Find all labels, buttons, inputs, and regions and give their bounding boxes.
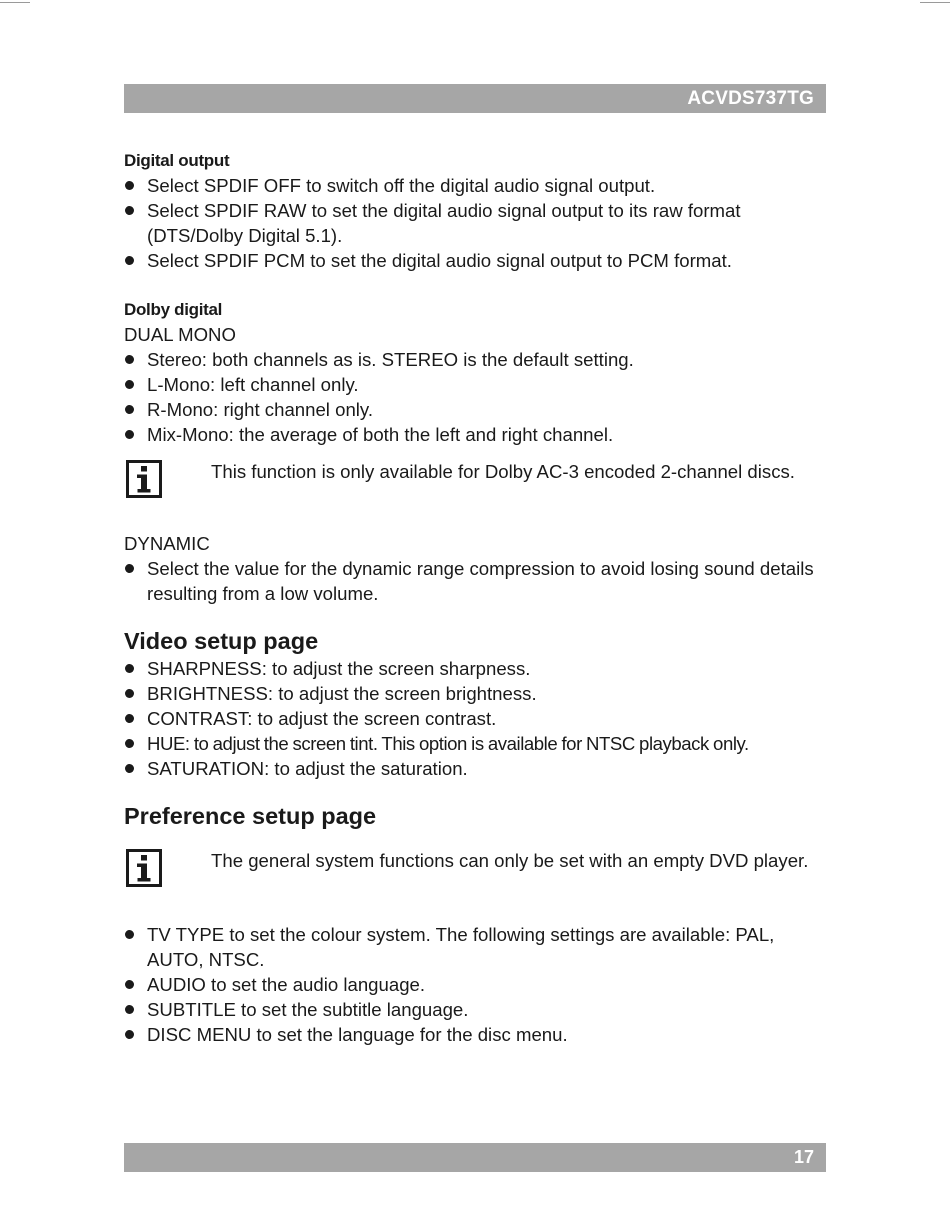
list-item: SUBTITLE to set the subtitle language. (124, 997, 826, 1022)
info-icon (126, 460, 162, 498)
page-footer-bar (124, 1143, 826, 1172)
page-number: 17 (793, 1147, 814, 1167)
note-text: The general system functions can only be set with an empty DVD player. (211, 850, 809, 871)
list-item: HUE: to adjust the screen tint. This option is available for NTSC playback only. (124, 731, 826, 756)
list-item: Select SPDIF OFF to switch off the digital audio signal output. (124, 173, 826, 198)
model-number: ACVDS737TG (687, 88, 814, 109)
section-heading: Dolby digital (124, 300, 223, 319)
preference-setup-section (124, 801, 826, 1047)
info-note (124, 459, 826, 509)
video-setup-section (124, 626, 826, 781)
dynamic-label: DYNAMIC (124, 533, 210, 554)
crop-mark-left (0, 2, 30, 3)
list-item: CONTRAST: to adjust the screen contrast. (124, 706, 826, 731)
list-item: SHARPNESS: to adjust the screen sharpness. (124, 656, 826, 681)
list-item: SATURATION: to adjust the saturation. (124, 756, 826, 781)
bullet-list (124, 556, 826, 606)
dolby-digital-section (124, 297, 826, 606)
list-item: AUDIO to set the audio language. (124, 972, 826, 997)
section-title: Preference setup page (124, 803, 377, 829)
note-text: This function is only available for Dolby AC-3 encoded 2-channel discs. (211, 461, 795, 482)
list-item: Select SPDIF PCM to set the digital audio signal output to PCM format. (124, 248, 826, 273)
bullet-list (124, 173, 826, 273)
list-item: Select the value for the dynamic range compression to avoid losing sound details resulting from a low volume. (124, 556, 826, 606)
list-item: R-Mono: right channel only. (124, 397, 826, 422)
bullet-list (124, 347, 826, 447)
info-note (124, 848, 826, 898)
list-item: Mix-Mono: the average of both the left and right channel. (124, 422, 826, 447)
page-content (124, 148, 826, 1047)
list-item: L-Mono: left channel only. (124, 372, 826, 397)
info-icon (126, 849, 162, 887)
bullet-list (124, 922, 826, 1047)
page-header-bar (124, 84, 826, 113)
digital-output-section (124, 148, 826, 273)
list-item: DISC MENU to set the language for the disc menu. (124, 1022, 826, 1047)
dual-mono-label: DUAL MONO (124, 324, 236, 345)
section-heading: Digital output (124, 151, 230, 170)
list-item: Stereo: both channels as is. STEREO is the default setting. (124, 347, 826, 372)
list-item: BRIGHTNESS: to adjust the screen brightness. (124, 681, 826, 706)
list-item: Select SPDIF RAW to set the digital audio signal output to its raw format (DTS/Dolby Digital 5.1). (124, 198, 826, 248)
bullet-list (124, 656, 826, 781)
list-item: TV TYPE to set the colour system. The following settings are available: PAL, AUTO, NTSC. (124, 922, 826, 972)
section-title: Video setup page (124, 628, 319, 654)
crop-mark-right (920, 2, 950, 3)
